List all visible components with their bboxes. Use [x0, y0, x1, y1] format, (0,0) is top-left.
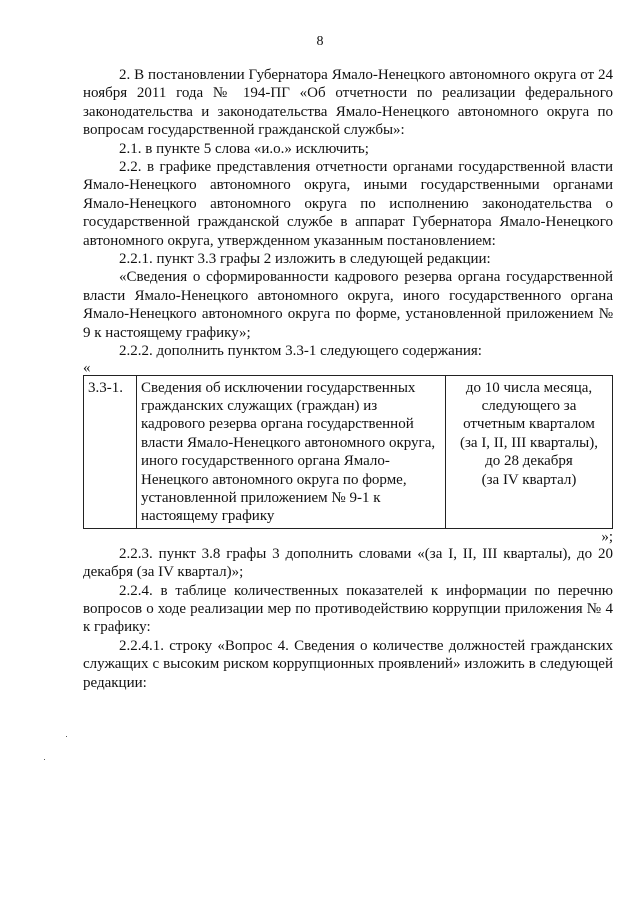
table-open-quote: «: [83, 359, 91, 376]
paragraph-quoted-text: «Сведения о сформированности кадрового резерва органа государственной власти Ямало-Ненецкого автономного округа, иного государственного органа Ямало-Ненецкого автономного округа по форме, установленной приложением № 9 к настоящему графику»;: [83, 269, 613, 341]
paragraph-2-2-3: 2.2.3. пункт 3.8 графы 3 дополнить словами «(за I, II, III кварталы), до 20 декабря (за IV квартал)»;: [83, 545, 613, 581]
scan-speck: [66, 736, 67, 737]
paragraph-2-1: 2.1. в пункте 5 слова «и.о.» исключить;: [119, 140, 369, 157]
paragraph-2-2-4: 2.2.4. в таблице количественных показателей к информации по перечню вопросов о ходе реализации мер по противодействию коррупции приложения № 4 к графику:: [83, 582, 613, 636]
page-number: 8: [316, 34, 324, 49]
term-line: следующего за: [481, 397, 577, 414]
paragraph-2-2: 2.2. в графике представления отчетности органами государственной власти Ямало-Ненецкого автономного округа, иными государственными органами Ямало-Ненецкого автономного округа по исполнению законодательства о государственной гражданской службе в аппарат Губернатора Ямало-Ненецкого автономного округа, утвержденном указанным постановлением:: [83, 159, 613, 249]
row-description-cell: Сведения об исключении государственных гражданских служащих (граждан) из кадрового резерва органа государственной власти Ямало-Ненецкого автономного округа, иного государственного органа Ямало-Ненецкого автономного округа по форме, установленной приложением № 9-1 к настоящему графику: [137, 375, 446, 528]
paragraph-2-2-1: 2.2.1. пункт 3.3 графы 2 изложить в следующей редакции:: [119, 251, 491, 268]
term-line: (за I, II, III кварталы),: [459, 434, 599, 451]
row-term-cell: [446, 375, 613, 528]
table-close-quote: »;: [601, 528, 613, 545]
document-body: [83, 66, 613, 692]
term-line: отчетным кварталом: [463, 416, 595, 433]
term-line: до 28 декабря: [485, 453, 573, 470]
scan-speck: [44, 759, 45, 760]
table-row: [84, 375, 613, 528]
term-line: (за IV квартал): [481, 471, 577, 488]
paragraph-2: 2. В постановлении Губернатора Ямало-Ненецкого автономного округа от 24 ноября 2011 года № 194-ПГ «Об отчетности по реализации федерального законодательства и законодательства Ямало-Ненецкого автономного округа по вопросам государственной гражданской службы»:: [83, 67, 613, 139]
row-number-cell: 3.3-1.: [84, 375, 137, 528]
term-line: до 10 числа месяца,: [465, 379, 593, 396]
inserted-row-table: [83, 375, 613, 529]
paragraph-2-2-2: 2.2.2. дополнить пунктом 3.3-1 следующего содержания:: [119, 343, 482, 360]
paragraph-2-2-4-1: 2.2.4.1. строку «Вопрос 4. Сведения о количестве должностей гражданских служащих с высоким риском коррупционных проявлений» изложить в следующей редакции:: [83, 637, 613, 691]
